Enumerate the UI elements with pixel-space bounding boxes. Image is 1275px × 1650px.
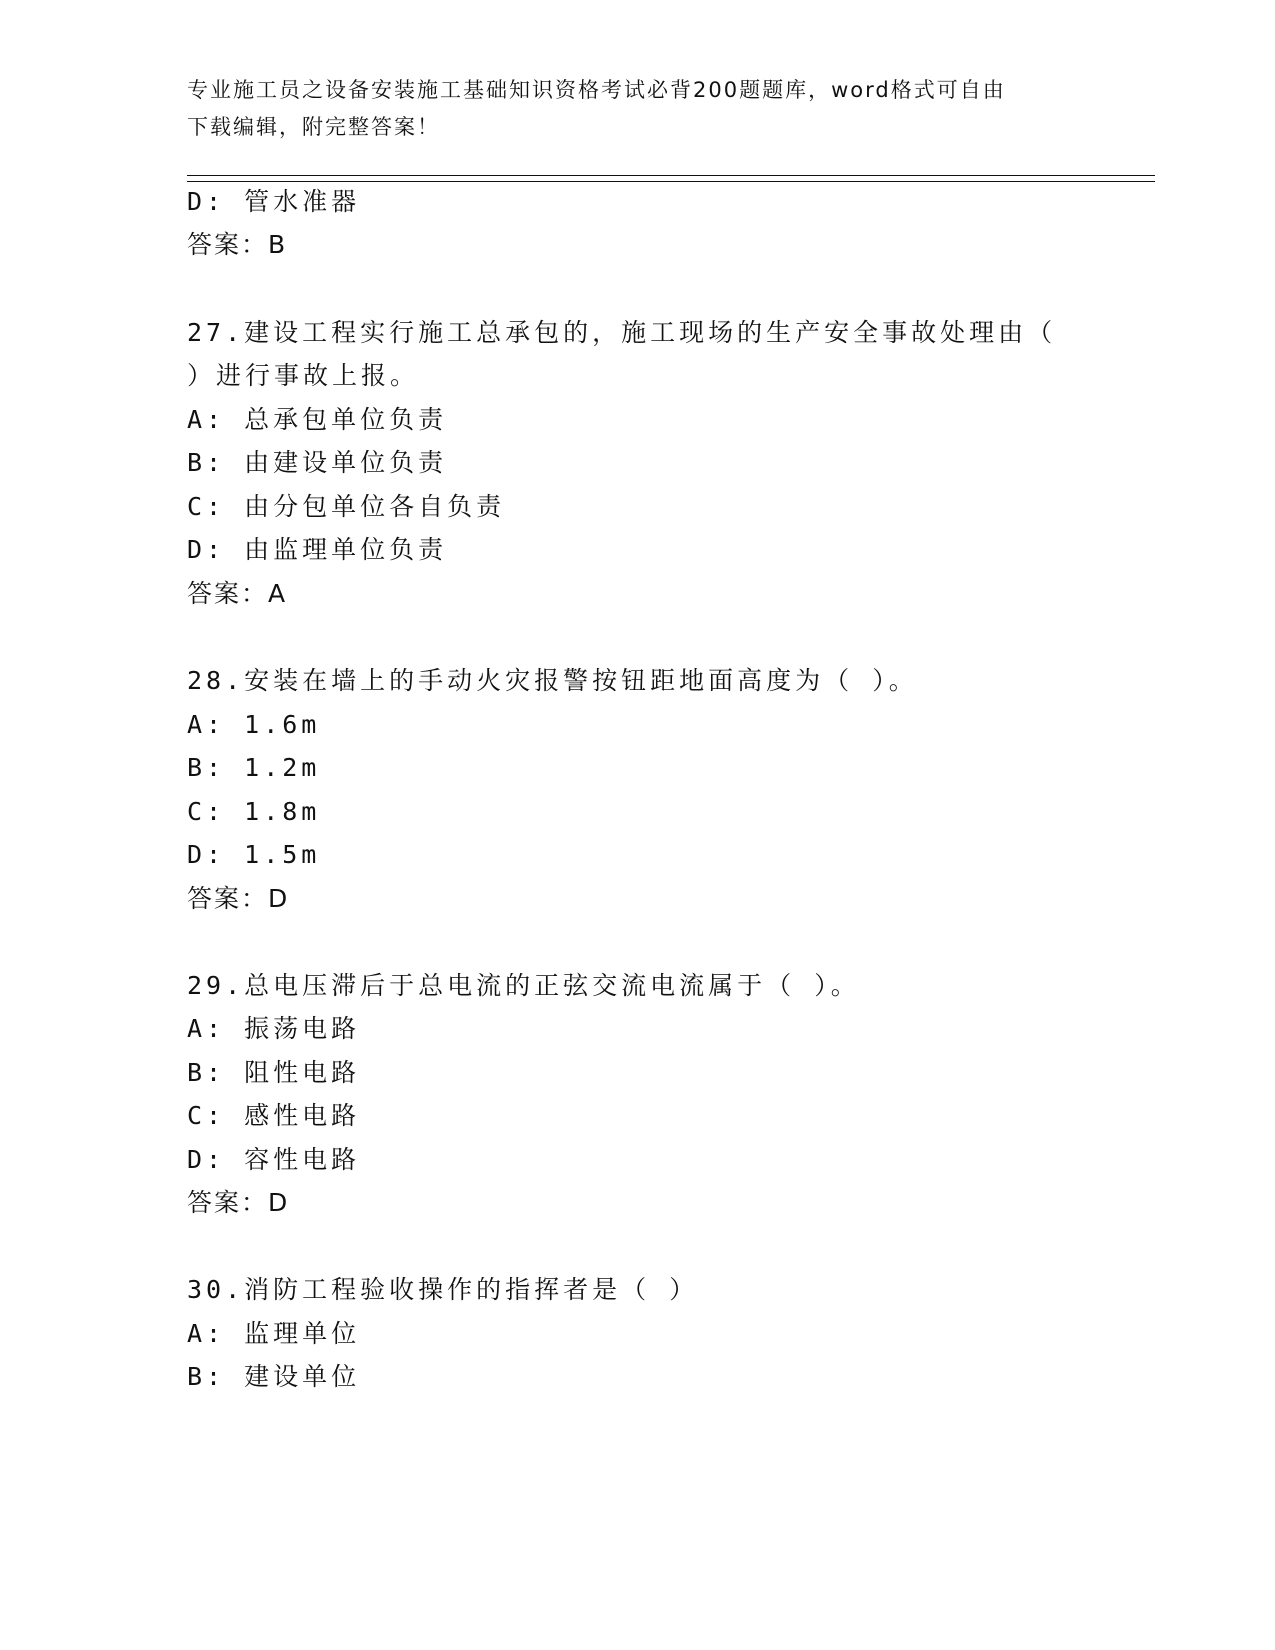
header-line-2: 下载编辑，附完整答案！ [187, 115, 440, 139]
q30-stem: 30.消防工程验收操作的指挥者是（ ） [187, 1275, 699, 1304]
q30-option-b: B: 建设单位 [187, 1362, 361, 1391]
q28-option-a: A: 1.6m [187, 710, 321, 739]
q27-option-a: A: 总承包单位负责 [187, 405, 448, 434]
q26-option-d: D: 管水准器 [187, 187, 361, 216]
header-divider-top [187, 175, 1155, 176]
q29-option-c: C: 感性电路 [187, 1101, 361, 1130]
q29-option-d: D: 容性电路 [187, 1145, 361, 1174]
q27-option-c: C: 由分包单位各自负责 [187, 492, 506, 521]
header-divider-bottom [187, 181, 1155, 182]
q27-stem-line-1: 27.建设工程实行施工总承包的，施工现场的生产安全事故处理由（ [187, 318, 1057, 347]
q27-stem-line-2: ）进行事故上报。 [187, 361, 420, 390]
q28-stem: 28.安装在墙上的手动火灾报警按钮距地面高度为（ ）。 [187, 666, 918, 695]
q28-option-b: B: 1.2m [187, 753, 321, 782]
q29-stem: 29.总电压滞后于总电流的正弦交流电流属于（ ）。 [187, 971, 860, 1000]
q27-option-b: B: 由建设单位负责 [187, 448, 448, 477]
q27-option-d: D: 由监理单位负责 [187, 535, 448, 564]
q28-option-d: D: 1.5m [187, 840, 321, 869]
q28-answer: 答案：D [187, 884, 290, 913]
q29-option-a: A: 振荡电路 [187, 1014, 361, 1043]
q29-option-b: B: 阻性电路 [187, 1058, 361, 1087]
q27-answer: 答案：A [187, 579, 288, 608]
q28-option-c: C: 1.8m [187, 797, 321, 826]
q30-option-a: A: 监理单位 [187, 1319, 361, 1348]
q29-answer: 答案：D [187, 1188, 290, 1217]
document-header [187, 72, 1067, 146]
q26-answer: 答案：B [187, 230, 288, 259]
header-line-1: 专业施工员之设备安装施工基础知识资格考试必背200题题库，word格式可自由 [187, 78, 1006, 102]
